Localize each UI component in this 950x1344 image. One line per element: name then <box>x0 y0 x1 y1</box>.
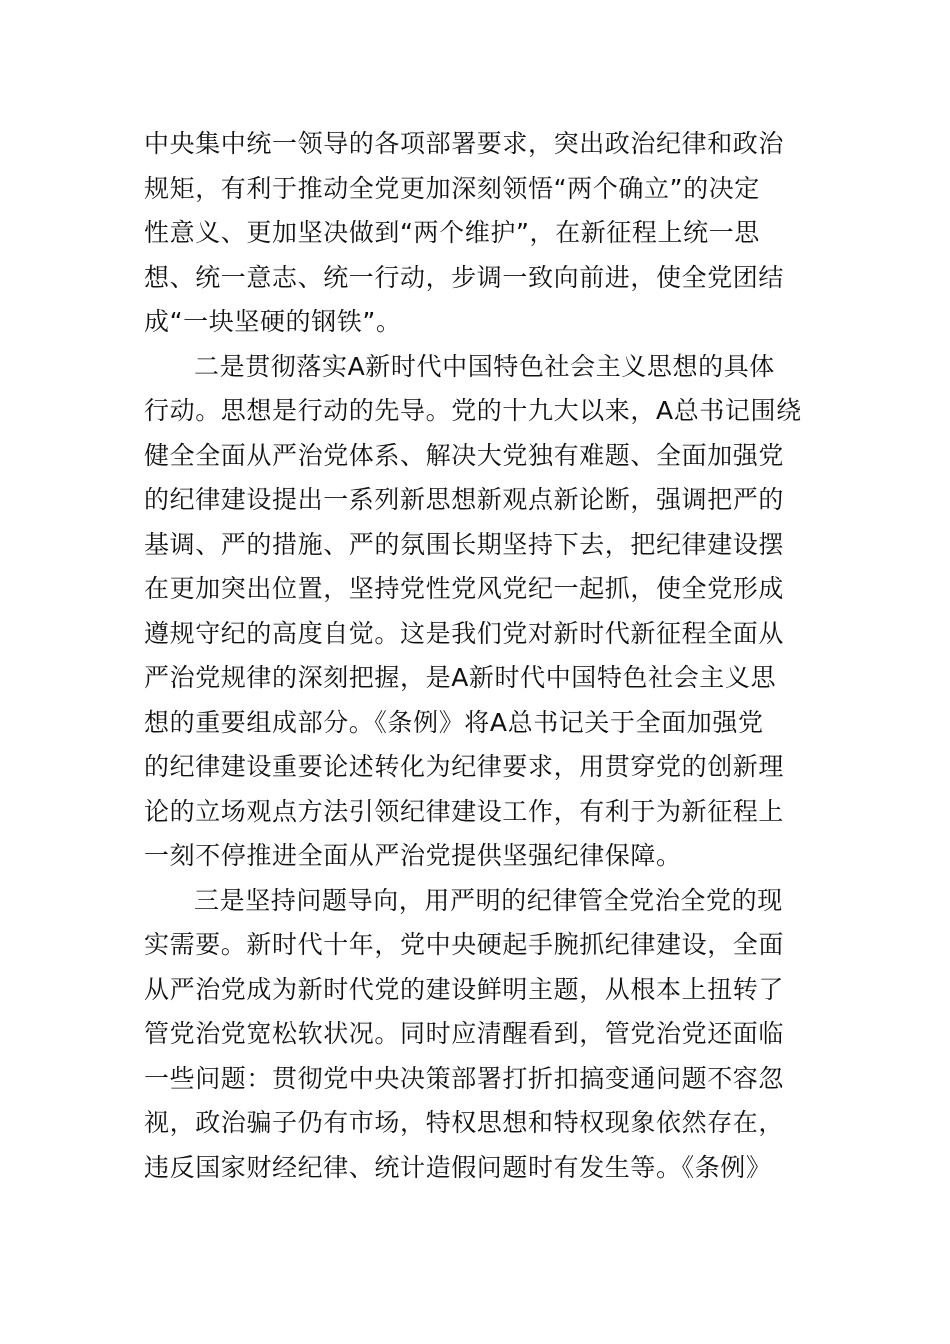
paragraph-start-line: 二是贯彻落实A新时代中国特色社会主义思想的具体 <box>194 351 775 381</box>
text-line: 一些问题：贯彻党中央决策部署打折扣搞变通问题不容忽 <box>144 1063 785 1093</box>
paragraph-start-line: 三是坚持问题导向，用严明的纪律管全党治全党的现 <box>194 885 783 915</box>
text-line: 的纪律建设重要论述转化为纪律要求，用贯穿党的创新理 <box>144 752 785 781</box>
text-line: 基调、严的措施、严的氛围长期坚持下去，把纪律建设摆 <box>144 529 785 559</box>
text-line: 中央集中统一领导的各项部署要求，突出政治纪律和政治 <box>144 129 785 158</box>
body-text <box>144 122 824 1190</box>
text-line: 行动。思想是行动的先导。党的十九大以来，A总书记围绕 <box>144 396 802 425</box>
text-line: 一刻不停推进全面从严治党提供坚强纪律保障。 <box>144 841 682 870</box>
text-line: 实需要。新时代十年，党中央硬起手腕抓纪律建设，全面 <box>144 930 785 959</box>
text-line: 规矩，有利于推动全党更加深刻领悟“两个确立”的决定 <box>144 173 760 203</box>
text-line: 严治党规律的深刻把握，是A新时代中国特色社会主义思 <box>144 663 777 692</box>
text-line: 管党治党宽松软状况。同时应清醒看到，管党治党还面临 <box>144 1019 785 1048</box>
text-line: 成“一块坚硬的钢铁”。 <box>144 307 402 336</box>
text-line: 想的重要组成部分。《条例》将A总书记关于全面加强党 <box>144 707 764 737</box>
text-line: 性意义、更加坚决做到“两个维护”，在新征程上统一思 <box>144 218 760 247</box>
text-line: 从严治党成为新时代党的建设鲜明主题，从根本上扭转了 <box>144 974 785 1004</box>
text-line: 违反国家财经纪律、统计造假问题时有发生等。《条例》 <box>144 1152 772 1182</box>
text-line: 遵规守纪的高度自觉。这是我们党对新时代新征程全面从 <box>144 618 785 648</box>
text-line: 视，政治骗子仍有市场，特权思想和特权现象依然存在， <box>144 1108 785 1137</box>
text-line: 在更加突出位置，坚持党性党风党纪一起抓，使全党形成 <box>144 574 785 603</box>
text-line: 的纪律建设提出一系列新思想新观点新论断，强调把严的 <box>144 485 785 514</box>
text-line: 健全全面从严治党体系、解决大党独有难题、全面加强党 <box>144 440 785 470</box>
text-line: 想、统一意志、统一行动，步调一致向前进，使全党团结 <box>144 262 785 292</box>
text-line: 论的立场观点方法引领纪律建设工作，有利于为新征程上 <box>144 796 785 826</box>
